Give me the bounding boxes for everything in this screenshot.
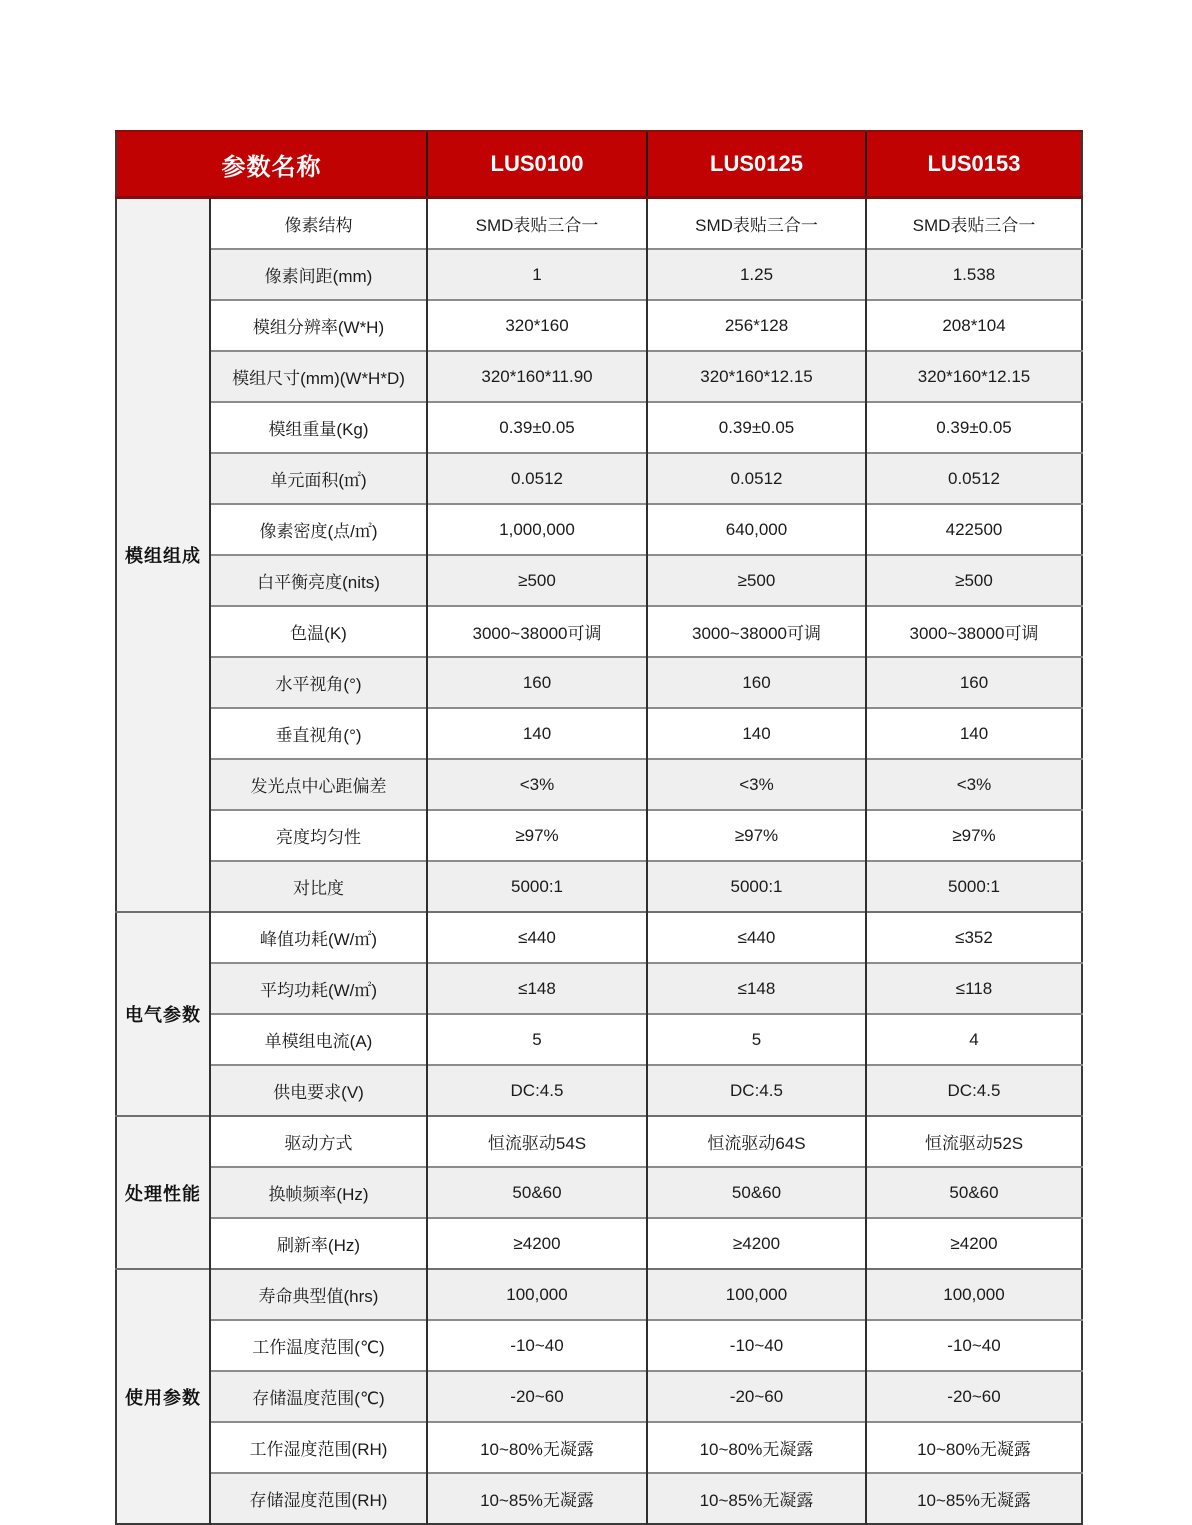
table-row: [116, 1065, 1082, 1116]
value-cell: 640,000: [647, 504, 866, 555]
table-row: [116, 300, 1082, 351]
value-cell: ≥500: [866, 555, 1082, 606]
value-cell: SMD表贴三合一: [647, 198, 866, 250]
param-name-cell: 对比度: [210, 861, 427, 912]
value-cell: ≥500: [427, 555, 647, 606]
value-cell: ≥500: [647, 555, 866, 606]
value-cell: 0.39±0.05: [647, 402, 866, 453]
value-cell: 1.25: [647, 249, 866, 300]
value-cell: 160: [866, 657, 1082, 708]
value-cell: 1,000,000: [427, 504, 647, 555]
value-cell: 10~85%无凝露: [647, 1473, 866, 1524]
param-name-cell: 供电要求(V): [210, 1065, 427, 1116]
product-header-lus0125: LUS0125: [647, 131, 866, 198]
param-name-cell: 像素结构: [210, 198, 427, 250]
value-cell: 4: [866, 1014, 1082, 1065]
table-row: [116, 504, 1082, 555]
table-row: [116, 1269, 1082, 1320]
table-row: [116, 1167, 1082, 1218]
value-cell: SMD表贴三合一: [866, 198, 1082, 250]
value-cell: 5000:1: [647, 861, 866, 912]
table-row: [116, 1371, 1082, 1422]
table-row: [116, 708, 1082, 759]
value-cell: ≤440: [647, 912, 866, 963]
value-cell: 100,000: [866, 1269, 1082, 1320]
param-name-cell: 寿命典型值(hrs): [210, 1269, 427, 1320]
value-cell: 320*160*12.15: [647, 351, 866, 402]
value-cell: <3%: [647, 759, 866, 810]
value-cell: -20~60: [866, 1371, 1082, 1422]
param-name-cell: 垂直视角(°): [210, 708, 427, 759]
param-name-cell: 存储温度范围(℃): [210, 1371, 427, 1422]
param-name-cell: 模组重量(Kg): [210, 402, 427, 453]
group-label: 处理性能: [116, 1116, 210, 1269]
value-cell: ≤352: [866, 912, 1082, 963]
value-cell: 10~80%无凝露: [427, 1422, 647, 1473]
value-cell: ≥4200: [427, 1218, 647, 1269]
table-row: [116, 1422, 1082, 1473]
param-name-cell: 水平视角(°): [210, 657, 427, 708]
table-row: [116, 453, 1082, 504]
table-row: [116, 1218, 1082, 1269]
value-cell: 320*160*11.90: [427, 351, 647, 402]
table-row: [116, 963, 1082, 1014]
table-row: [116, 861, 1082, 912]
value-cell: 3000~38000可调: [866, 606, 1082, 657]
value-cell: 0.39±0.05: [866, 402, 1082, 453]
value-cell: 160: [427, 657, 647, 708]
group-label: 使用参数: [116, 1269, 210, 1524]
value-cell: 0.0512: [866, 453, 1082, 504]
param-name-cell: 平均功耗(W/㎡): [210, 963, 427, 1014]
param-name-cell: 工作温度范围(℃): [210, 1320, 427, 1371]
value-cell: 100,000: [647, 1269, 866, 1320]
value-cell: <3%: [866, 759, 1082, 810]
table-row: [116, 249, 1082, 300]
value-cell: -10~40: [427, 1320, 647, 1371]
table-row: [116, 912, 1082, 963]
table-row: [116, 198, 1082, 250]
value-cell: 5000:1: [427, 861, 647, 912]
table-row: [116, 657, 1082, 708]
table-row: [116, 402, 1082, 453]
value-cell: 5: [647, 1014, 866, 1065]
table-row: [116, 606, 1082, 657]
value-cell: ≥97%: [866, 810, 1082, 861]
value-cell: 320*160: [427, 300, 647, 351]
value-cell: 10~85%无凝露: [866, 1473, 1082, 1524]
value-cell: 160: [647, 657, 866, 708]
param-name-cell: 模组分辨率(W*H): [210, 300, 427, 351]
value-cell: 100,000: [427, 1269, 647, 1320]
value-cell: ≤148: [427, 963, 647, 1014]
table-row: [116, 1473, 1082, 1524]
value-cell: 50&60: [866, 1167, 1082, 1218]
param-name-cell: 刷新率(Hz): [210, 1218, 427, 1269]
group-label: 模组组成: [116, 198, 210, 913]
param-name-cell: 单元面积(㎡): [210, 453, 427, 504]
value-cell: 10~85%无凝露: [427, 1473, 647, 1524]
value-cell: ≥97%: [647, 810, 866, 861]
value-cell: 恒流驱动64S: [647, 1116, 866, 1167]
value-cell: -10~40: [866, 1320, 1082, 1371]
value-cell: -20~60: [427, 1371, 647, 1422]
value-cell: 3000~38000可调: [427, 606, 647, 657]
value-cell: 10~80%无凝露: [647, 1422, 866, 1473]
param-name-cell: 像素间距(mm): [210, 249, 427, 300]
value-cell: 50&60: [647, 1167, 866, 1218]
product-header-lus0100: LUS0100: [427, 131, 647, 198]
value-cell: 140: [427, 708, 647, 759]
value-cell: 10~80%无凝露: [866, 1422, 1082, 1473]
param-name-cell: 换帧频率(Hz): [210, 1167, 427, 1218]
value-cell: DC:4.5: [866, 1065, 1082, 1116]
value-cell: 3000~38000可调: [647, 606, 866, 657]
table-row: [116, 810, 1082, 861]
group-label: 电气参数: [116, 912, 210, 1116]
value-cell: ≥97%: [427, 810, 647, 861]
value-cell: ≥4200: [647, 1218, 866, 1269]
param-name-cell: 模组尺寸(mm)(W*H*D): [210, 351, 427, 402]
table-body: [116, 198, 1082, 1525]
value-cell: ≥4200: [866, 1218, 1082, 1269]
value-cell: DC:4.5: [427, 1065, 647, 1116]
param-name-cell: 存储湿度范围(RH): [210, 1473, 427, 1524]
spec-sheet-page: [115, 130, 1083, 1525]
value-cell: 208*104: [866, 300, 1082, 351]
value-cell: 0.0512: [647, 453, 866, 504]
product-header-lus0153: LUS0153: [866, 131, 1082, 198]
table-row: [116, 555, 1082, 606]
param-name-cell: 单模组电流(A): [210, 1014, 427, 1065]
value-cell: 422500: [866, 504, 1082, 555]
param-name-cell: 色温(K): [210, 606, 427, 657]
param-name-cell: 像素密度(点/㎡): [210, 504, 427, 555]
table-row: [116, 759, 1082, 810]
table-row: [116, 1116, 1082, 1167]
param-name-cell: 驱动方式: [210, 1116, 427, 1167]
spec-table: [115, 130, 1083, 1525]
value-cell: ≤148: [647, 963, 866, 1014]
param-name-header: 参数名称: [116, 131, 427, 198]
param-name-cell: 亮度均匀性: [210, 810, 427, 861]
param-name-cell: 峰值功耗(W/㎡): [210, 912, 427, 963]
value-cell: 5: [427, 1014, 647, 1065]
table-row: [116, 1014, 1082, 1065]
value-cell: ≤118: [866, 963, 1082, 1014]
value-cell: 5000:1: [866, 861, 1082, 912]
value-cell: -20~60: [647, 1371, 866, 1422]
value-cell: DC:4.5: [647, 1065, 866, 1116]
value-cell: <3%: [427, 759, 647, 810]
param-name-cell: 工作湿度范围(RH): [210, 1422, 427, 1473]
value-cell: 恒流驱动52S: [866, 1116, 1082, 1167]
value-cell: 320*160*12.15: [866, 351, 1082, 402]
value-cell: 1: [427, 249, 647, 300]
param-name-cell: 发光点中心距偏差: [210, 759, 427, 810]
value-cell: 恒流驱动54S: [427, 1116, 647, 1167]
table-header: [116, 131, 1082, 198]
param-name-cell: 白平衡亮度(nits): [210, 555, 427, 606]
header-row: [116, 131, 1082, 198]
value-cell: 256*128: [647, 300, 866, 351]
value-cell: 0.0512: [427, 453, 647, 504]
value-cell: 1.538: [866, 249, 1082, 300]
table-row: [116, 351, 1082, 402]
value-cell: 50&60: [427, 1167, 647, 1218]
value-cell: 140: [866, 708, 1082, 759]
table-row: [116, 1320, 1082, 1371]
value-cell: ≤440: [427, 912, 647, 963]
value-cell: 0.39±0.05: [427, 402, 647, 453]
value-cell: SMD表贴三合一: [427, 198, 647, 250]
value-cell: 140: [647, 708, 866, 759]
value-cell: -10~40: [647, 1320, 866, 1371]
